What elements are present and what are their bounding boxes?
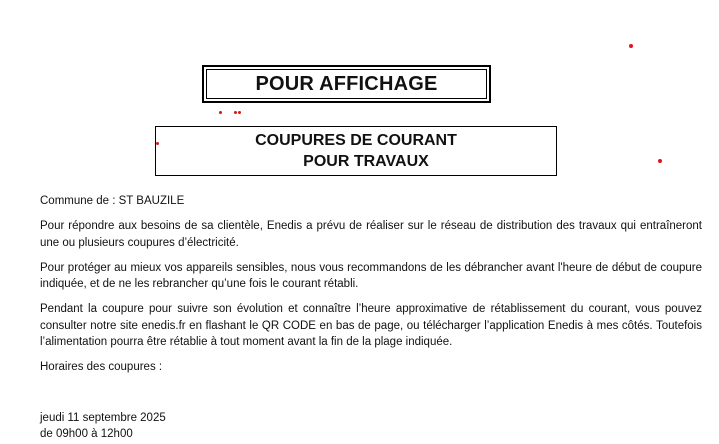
schedule-block (40, 410, 702, 443)
paragraph-works: Pour répondre aux besoins de sa clientèle, Enedis a prévu de réaliser sur le réseau de distribution des travaux qui entraîneront une ou plusieurs coupures d’électricité. (40, 220, 702, 249)
red-dot-marker (658, 159, 662, 163)
schedule-label: Horaires des coupures : (40, 361, 163, 373)
red-dot-marker (238, 111, 241, 114)
red-dot-marker (629, 44, 633, 48)
red-dot-marker (234, 111, 237, 114)
title-box (202, 65, 491, 103)
red-dot-marker (156, 142, 159, 145)
subtitle-line-1: COUPURES DE COURANT (255, 132, 457, 149)
red-dot-marker (219, 111, 222, 114)
notice-body (40, 193, 702, 443)
subtitle-line-2: POUR TRAVAUX (303, 153, 429, 170)
schedule-date: jeudi 11 septembre 2025 (40, 411, 166, 424)
subtitle-box (155, 126, 557, 176)
paragraph-follow-outage: Pendant la coupure pour suivre son évolution et connaître l’heure approximative de rétablissement du courant, vous pouvez consulter notre site enedis.fr en flashant le QR CODE en bas de page, ou télécharger l’application Enedis à mes côtés. Toutefois l’alimentation pourra être rétablie à tout moment avant la fin de la plage indiquée. (40, 303, 702, 348)
paragraph-protect-devices: Pour protéger au mieux vos appareils sensibles, nous vous recommandons de les débrancher avant l'heure de début de coupure indiquée, et de ne les rebrancher qu’une fois le courant rétabli. (40, 261, 702, 290)
notice-title: POUR AFFICHAGE (206, 69, 487, 99)
schedule-time: de 09h00 à 12h00 (40, 428, 133, 440)
commune-line: Commune de : ST BAUZILE (40, 195, 185, 207)
